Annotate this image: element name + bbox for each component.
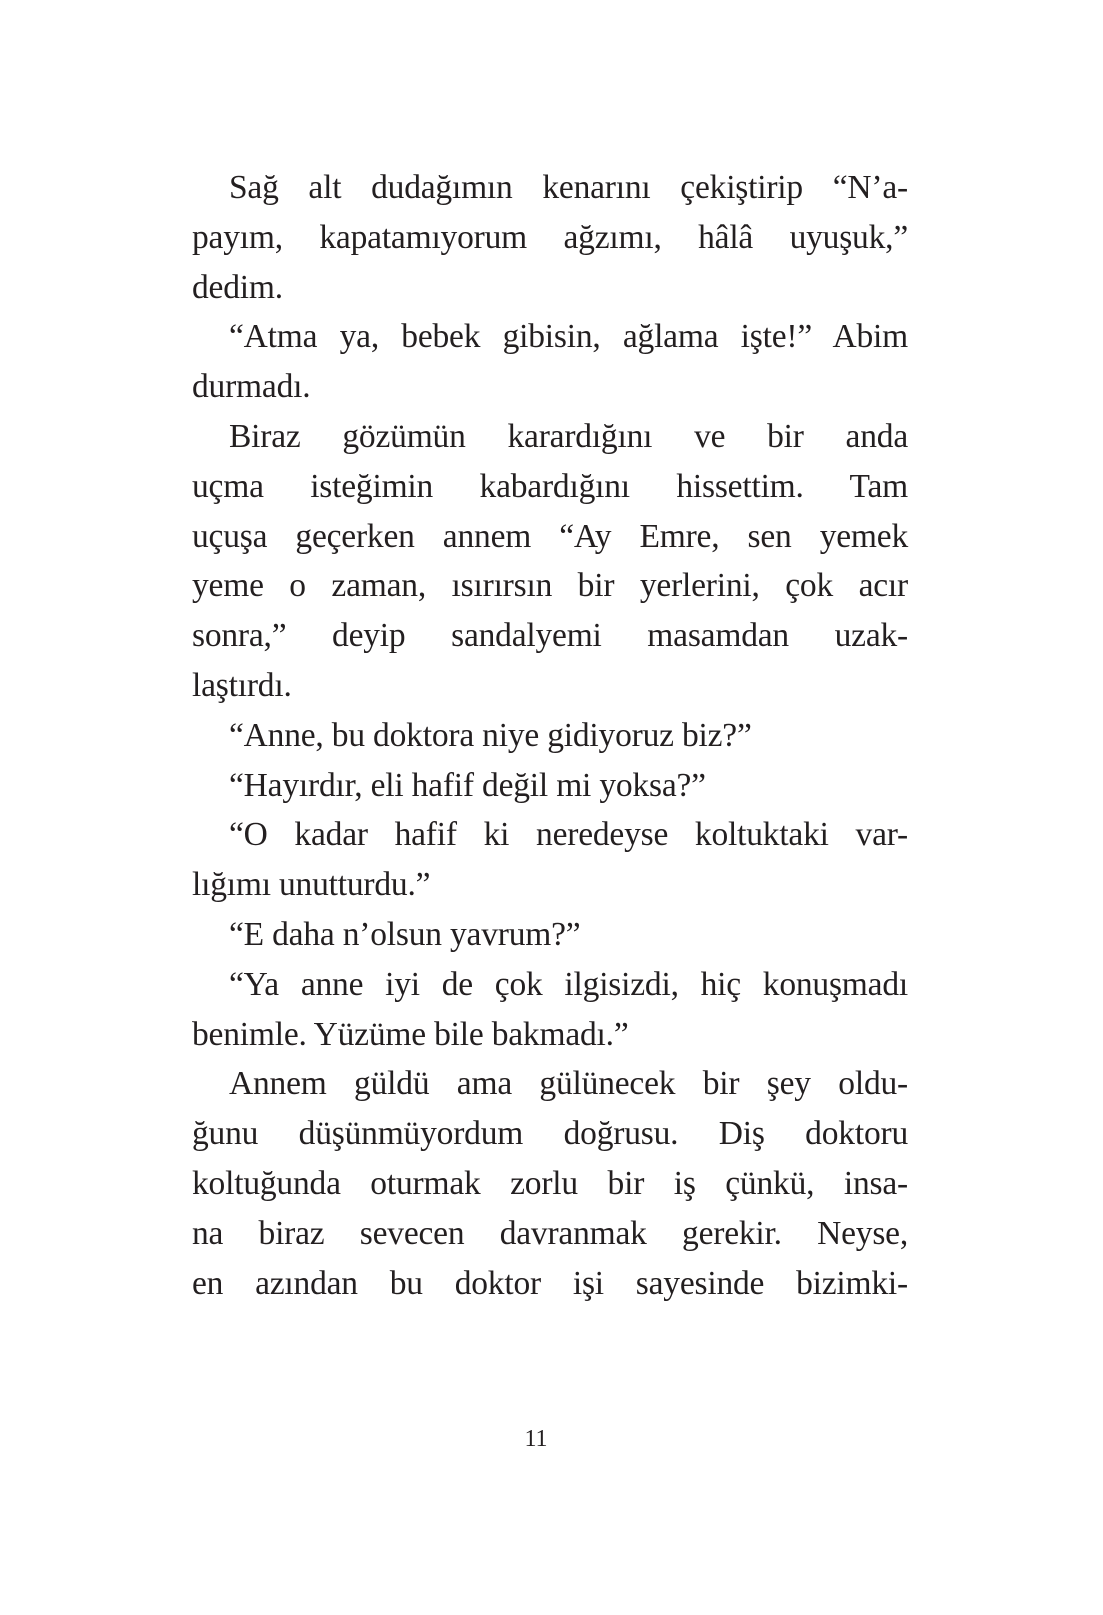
text-line: Biraz gözümün karardığını ve bir anda: [229, 417, 908, 455]
text-line: laştırdı.: [192, 666, 292, 704]
text-line: “O kadar hafif ki neredeyse koltuktaki var-: [229, 816, 908, 854]
text-line: yeme o zaman, ısırırsın bir yerlerini, çok acır: [192, 567, 908, 605]
text-line: na biraz sevecen davranmak gerekir. Neyse,: [192, 1214, 908, 1252]
text-line: en azından bu doktor işi sayesinde bizimki-: [192, 1264, 908, 1302]
text-line: “Ya anne iyi de çok ilgisizdi, hiç konuşmadı: [229, 965, 908, 1003]
text-line: dedim.: [192, 268, 283, 306]
body-text: [192, 163, 908, 1308]
text-line: koltuğunda oturmak zorlu bir iş çünkü, insa-: [192, 1164, 908, 1202]
text-line: uçuşa geçerken annem “Ay Emre, sen yemek: [192, 517, 908, 555]
text-line: Annem güldü ama gülünecek bir şey oldu-: [229, 1065, 908, 1103]
text-line: sonra,” deyip sandalyemi masamdan uzak-: [192, 617, 908, 655]
text-line: durmadı.: [192, 368, 311, 406]
text-line: uçma isteğimin kabardığını hissettim. Tam: [192, 467, 908, 505]
text-line: “Anne, bu doktora niye gidiyoruz biz?”: [229, 716, 752, 754]
text-line: benimle. Yüzüme bile bakmadı.”: [192, 1015, 629, 1053]
text-line: payım, kapatamıyorum ağzımı, hâlâ uyuşuk,”: [192, 218, 908, 256]
text-line: “E daha n’olsun yavrum?”: [229, 915, 581, 953]
page-number: 11: [524, 1426, 548, 1452]
text-line: “Hayırdır, eli hafif değil mi yoksa?”: [229, 766, 706, 804]
text-line: Sağ alt dudağımın kenarını çekiştirip “N’a-: [229, 169, 908, 206]
text-line: lığımı unutturdu.”: [192, 866, 431, 904]
text-line: ğunu düşünmüyordum doğrusu. Diş doktoru: [192, 1115, 908, 1153]
text-line: “Atma ya, bebek gibisin, ağlama işte!” Abim: [229, 318, 908, 356]
